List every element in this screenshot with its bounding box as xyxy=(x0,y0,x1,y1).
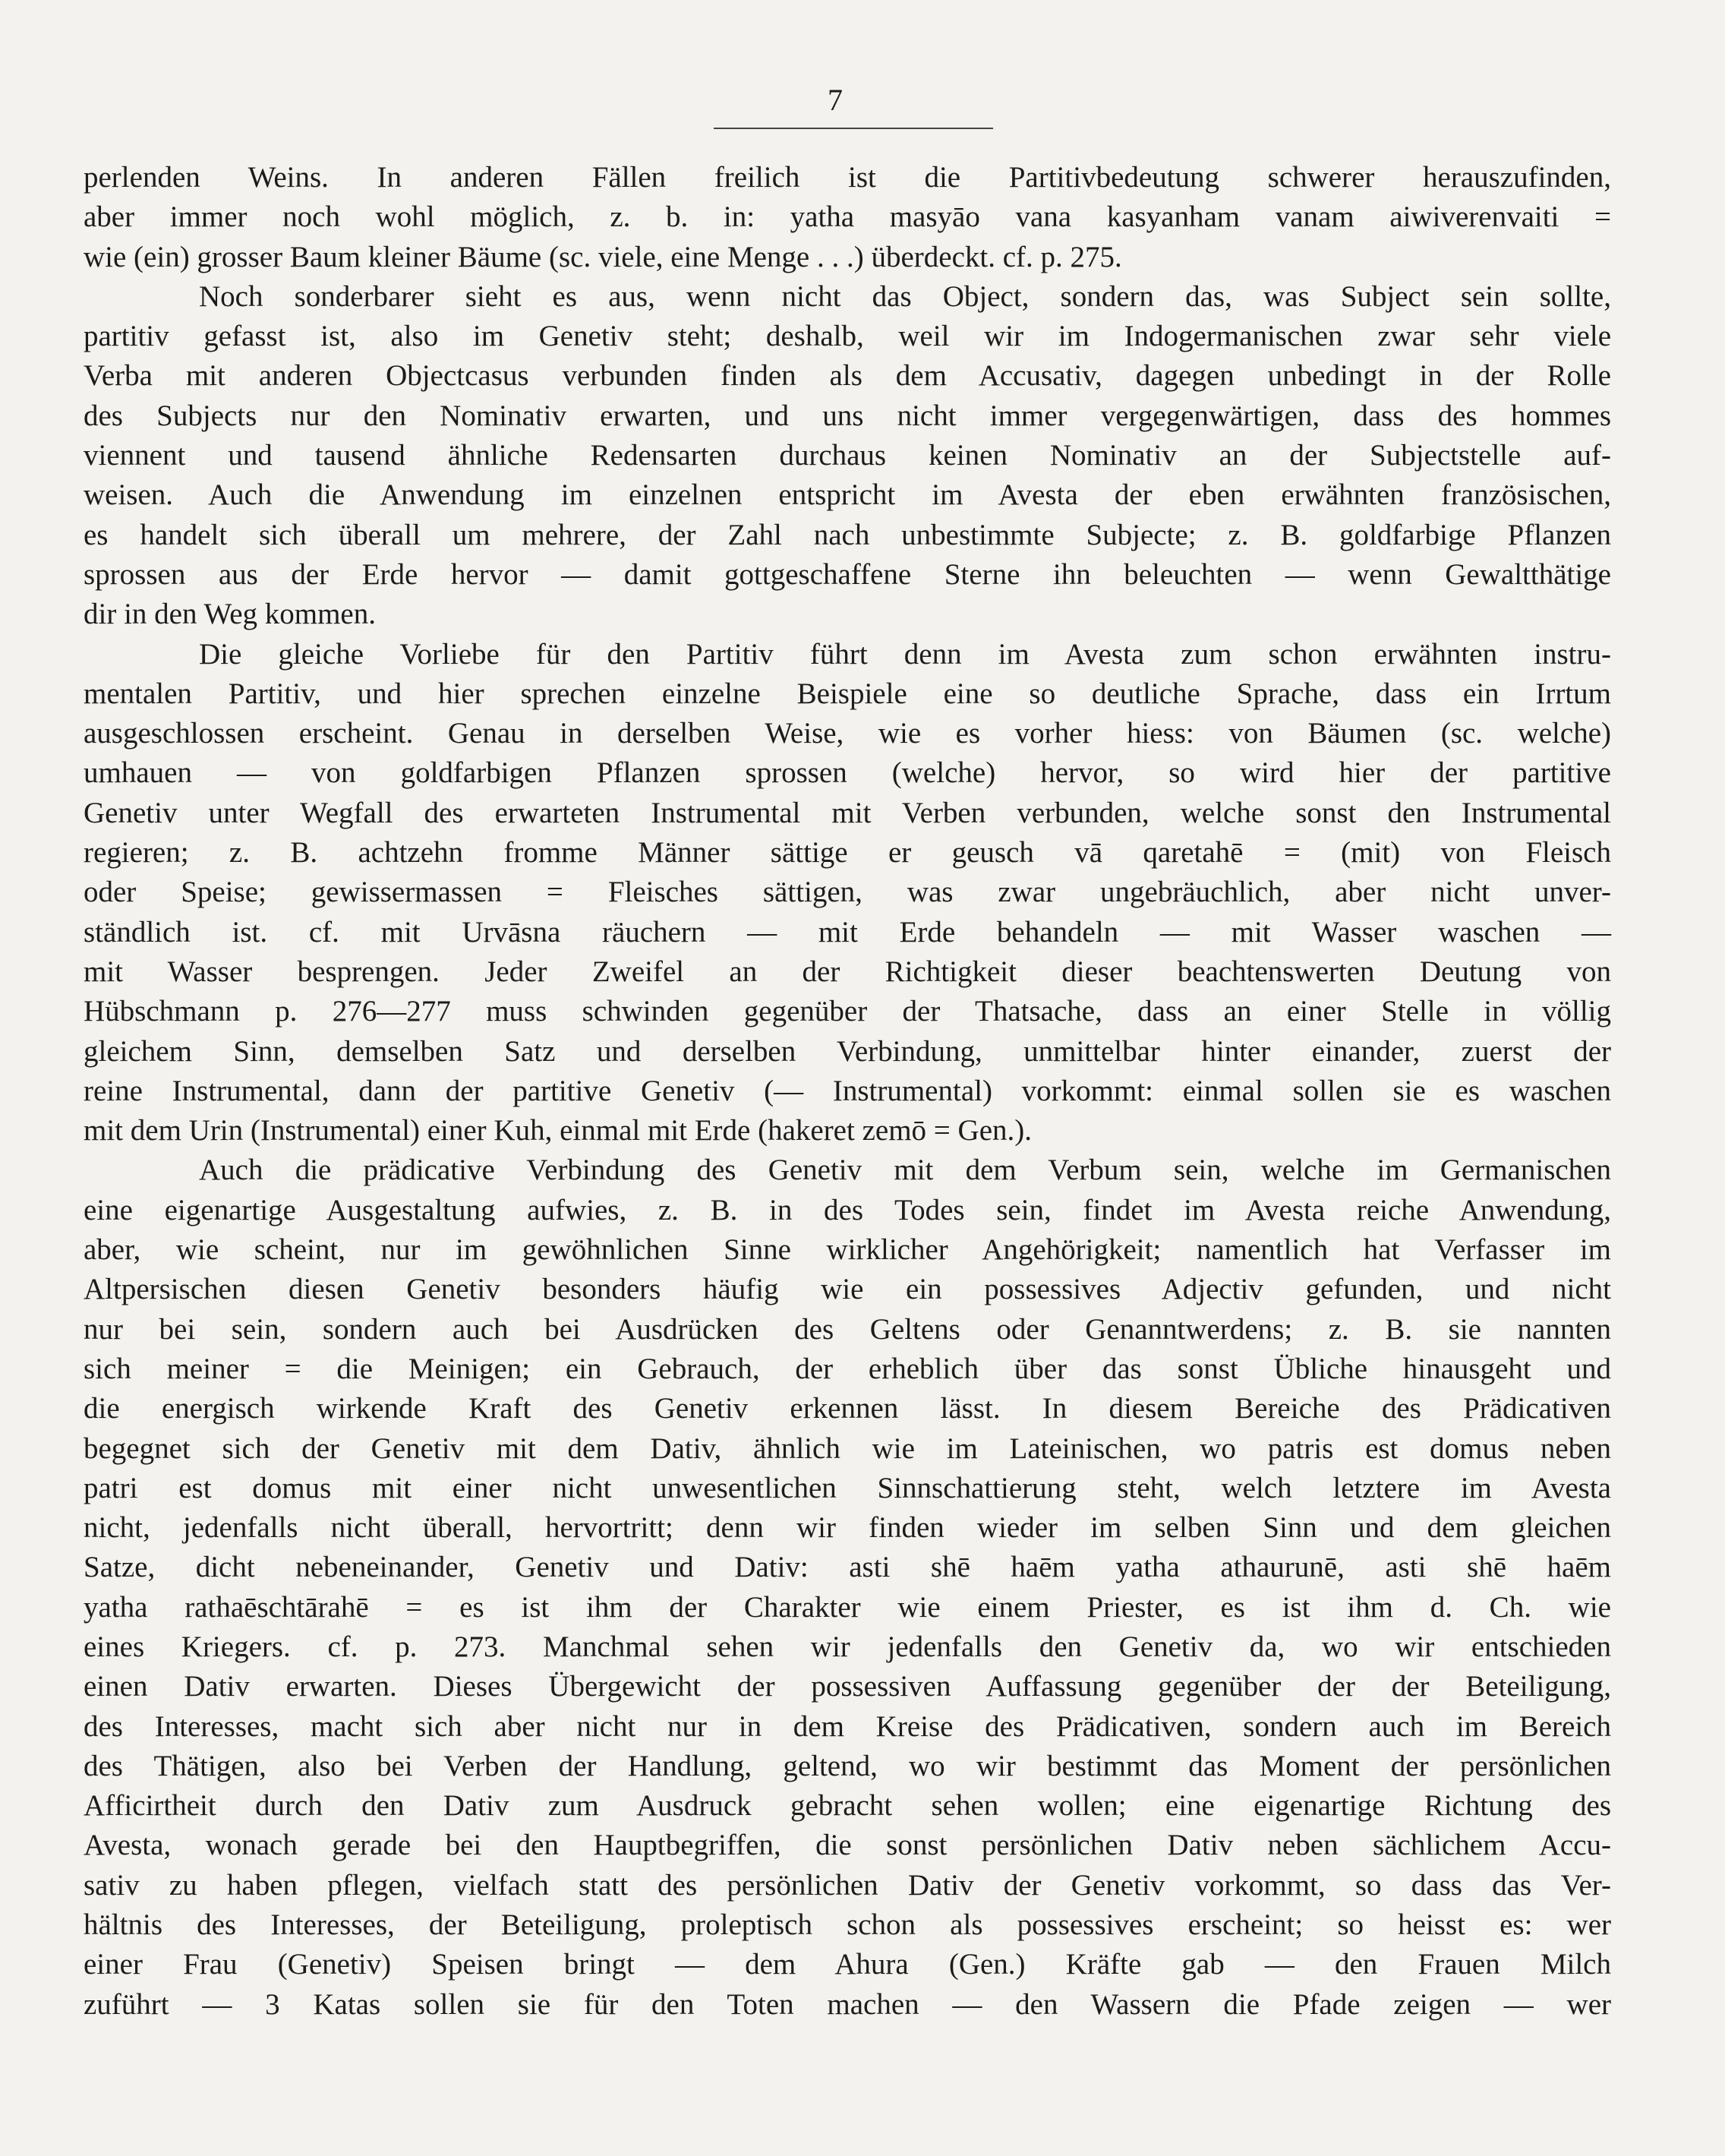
text-line: aber, wie scheint, nur im gewöhnlichen Sinne wirklicher Angehörigkeit; namentlich hat Verfasser im xyxy=(84,1233,1611,1267)
text-line: Noch sonderbarer sieht es aus, wenn nicht das Object, sondern das, was Subject sein sollte, xyxy=(199,279,1611,313)
text-line: Satze, dicht nebeneinander, Genetiv und Dativ: asti shē haēm yatha athaurunē, asti shē haēm xyxy=(84,1551,1611,1584)
text-line: dir in den Weg kommen. xyxy=(84,598,376,631)
text-line: wie (ein) grosser Baum kleiner Bäume (sc. viele, eine Menge . . .) überdeckt. cf. p. 275. xyxy=(84,240,1122,273)
text-line: viennent und tausend ähnliche Redensarten durchaus keinen Nominativ an der Subjectstelle auf- xyxy=(84,439,1611,472)
text-line: Auch die prädicative Verbindung des Genetiv mit dem Verbum sein, welche im Germanischen xyxy=(199,1154,1611,1187)
text-line: hältnis des Interesses, der Beteiligung, proleptisch schon als possessives erscheint; so heisst es: wer xyxy=(84,1908,1611,1942)
text-line: mit dem Urin (Instrumental) einer Kuh, einmal mit Erde (hakeret zemō = Gen.). xyxy=(84,1114,1032,1147)
text-line: des Interesses, macht sich aber nicht nur in dem Kreise des Prädicativen, sondern auch im Bereich xyxy=(84,1709,1611,1743)
page-body-text xyxy=(84,158,1611,2025)
text-line: sich meiner = die Meinigen; ein Gebrauch, der erheblich über das sonst Übliche hinausgeht und xyxy=(84,1352,1611,1385)
text-line: nur bei sein, sondern auch bei Ausdrücken des Geltens oder Genanntwerdens; z. B. sie nannten xyxy=(84,1312,1611,1346)
text-line: umhauen — von goldfarbigen Pflanzen sprossen (welche) hervor, so wird hier der partitive xyxy=(84,756,1611,790)
text-line: zuführt — 3 Katas sollen sie für den Toten machen — den Wassern die Pfade zeigen — wer xyxy=(84,1987,1611,2021)
text-line: eine eigenartige Ausgestaltung aufwies, z. B. in des Todes sein, findet im Avesta reiche Anwendung, xyxy=(84,1193,1611,1226)
text-line: mit Wasser besprengen. Jeder Zweifel an der Richtigkeit dieser beachtenswerten Deutung von xyxy=(84,955,1611,988)
text-line: die energisch wirkende Kraft des Genetiv erkennen lässt. In diesem Bereiche des Prädicativen xyxy=(84,1392,1611,1425)
text-line: Hübschmann p. 276—277 muss schwinden gegenüber der Thatsache, dass an einer Stelle in völlig xyxy=(84,995,1611,1028)
text-line: oder Speise; gewissermassen = Fleisches sättigen, was zwar ungebräuchlich, aber nicht unver- xyxy=(84,876,1611,909)
text-line: reine Instrumental, dann der partitive Genetiv (— Instrumental) vorkommt: einmal sollen sie es waschen xyxy=(84,1074,1611,1107)
text-line: mentalen Partitiv, und hier sprechen einzelne Beispiele eine so deutliche Sprache, dass ein Irrtum xyxy=(84,677,1611,710)
text-line: ausgeschlossen erscheint. Genau in derselben Weise, wie es vorher hiess: von Bäumen (sc. welche) xyxy=(84,717,1611,750)
text-line: Afficirtheit durch den Dativ zum Ausdruck gebracht sehen wollen; eine eigenartige Richtung des xyxy=(84,1789,1611,1823)
text-line: Verba mit anderen Objectcasus verbunden finden als dem Accusativ, dagegen unbedingt in der Rolle xyxy=(84,359,1611,393)
text-line: es handelt sich überall um mehrere, der Zahl nach unbestimmte Subjecte; z. B. goldfarbige Pflanzen xyxy=(84,518,1611,551)
text-line: des Subjects nur den Nominativ erwarten, und uns nicht immer vergegenwärtigen, dass des hommes xyxy=(84,399,1611,432)
page-number: 7 xyxy=(828,83,843,117)
text-line: begegnet sich der Genetiv mit dem Dativ, ähnlich wie im Lateinischen, wo patris est domus neben xyxy=(84,1432,1611,1465)
text-line: yatha rathaēschtārahē = es ist ihm der Charakter wie einem Priester, es ist ihm d. Ch. wie xyxy=(84,1590,1611,1624)
text-line: gleichem Sinn, demselben Satz und derselben Verbindung, unmittelbar hinter einander, zuerst der xyxy=(84,1034,1611,1068)
text-line: einen Dativ erwarten. Dieses Übergewicht der possessiven Auffassung gegenüber der der Beteiligung, xyxy=(84,1670,1611,1703)
text-line: Avesta, wonach gerade bei den Hauptbegriffen, die sonst persönlichen Dativ neben sächlichem Accu- xyxy=(84,1829,1611,1862)
text-line: perlenden Weins. In anderen Fällen freilich ist die Partitivbedeutung schwerer herauszufinden, xyxy=(84,161,1611,194)
text-line: partitiv gefasst ist, also im Genetiv steht; deshalb, weil wir im Indogermanischen zwar sehr viele xyxy=(84,320,1611,353)
text-line: Altpersischen diesen Genetiv besonders häufig wie ein possessives Adjectiv gefunden, und nicht xyxy=(84,1273,1611,1306)
text-line: des Thätigen, also bei Verben der Handlung, geltend, wo wir bestimmt das Moment der persönlichen xyxy=(84,1749,1611,1782)
text-line: einer Frau (Genetiv) Speisen bringt — dem Ahura (Gen.) Kräfte gab — den Frauen Milch xyxy=(84,1948,1611,1981)
text-line: Die gleiche Vorliebe für den Partitiv führt denn im Avesta zum schon erwähnten instru- xyxy=(199,637,1611,671)
text-line: Genetiv unter Wegfall des erwarteten Instrumental mit Verben verbunden, welche sonst den Instrumental xyxy=(84,796,1611,829)
text-line: weisen. Auch die Anwendung im einzelnen entspricht im Avesta der eben erwähnten französischen, xyxy=(84,478,1611,512)
text-line: nicht, jedenfalls nicht überall, hervortritt; denn wir finden wieder im selben Sinn und dem gleichen xyxy=(84,1511,1611,1545)
text-line: sativ zu haben pflegen, vielfach statt des persönlichen Dativ der Genetiv vorkommt, so dass das Ver- xyxy=(84,1868,1611,1902)
text-line: sprossen aus der Erde hervor — damit gottgeschaffene Sterne ihn beleuchten — wenn Gewaltthätige xyxy=(84,557,1611,591)
header-rule xyxy=(714,128,993,129)
text-line: regieren; z. B. achtzehn fromme Männer sättige er geusch vā qaretahē = (mit) von Fleisch xyxy=(84,836,1611,870)
text-line: ständlich ist. cf. mit Urvāsna räuchern — mit Erde behandeln — mit Wasser waschen — xyxy=(84,915,1611,949)
text-line: patri est domus mit einer nicht unwesentlichen Sinnschattierung steht, welch letztere im Avesta xyxy=(84,1471,1611,1504)
text-line: aber immer noch wohl möglich, z. b. in: yatha masyāo vana kasyanham vanam aiwiverenvaiti = xyxy=(84,200,1611,234)
text-line: eines Kriegers. cf. p. 273. Manchmal sehen wir jedenfalls den Genetiv da, wo wir entschieden xyxy=(84,1630,1611,1663)
